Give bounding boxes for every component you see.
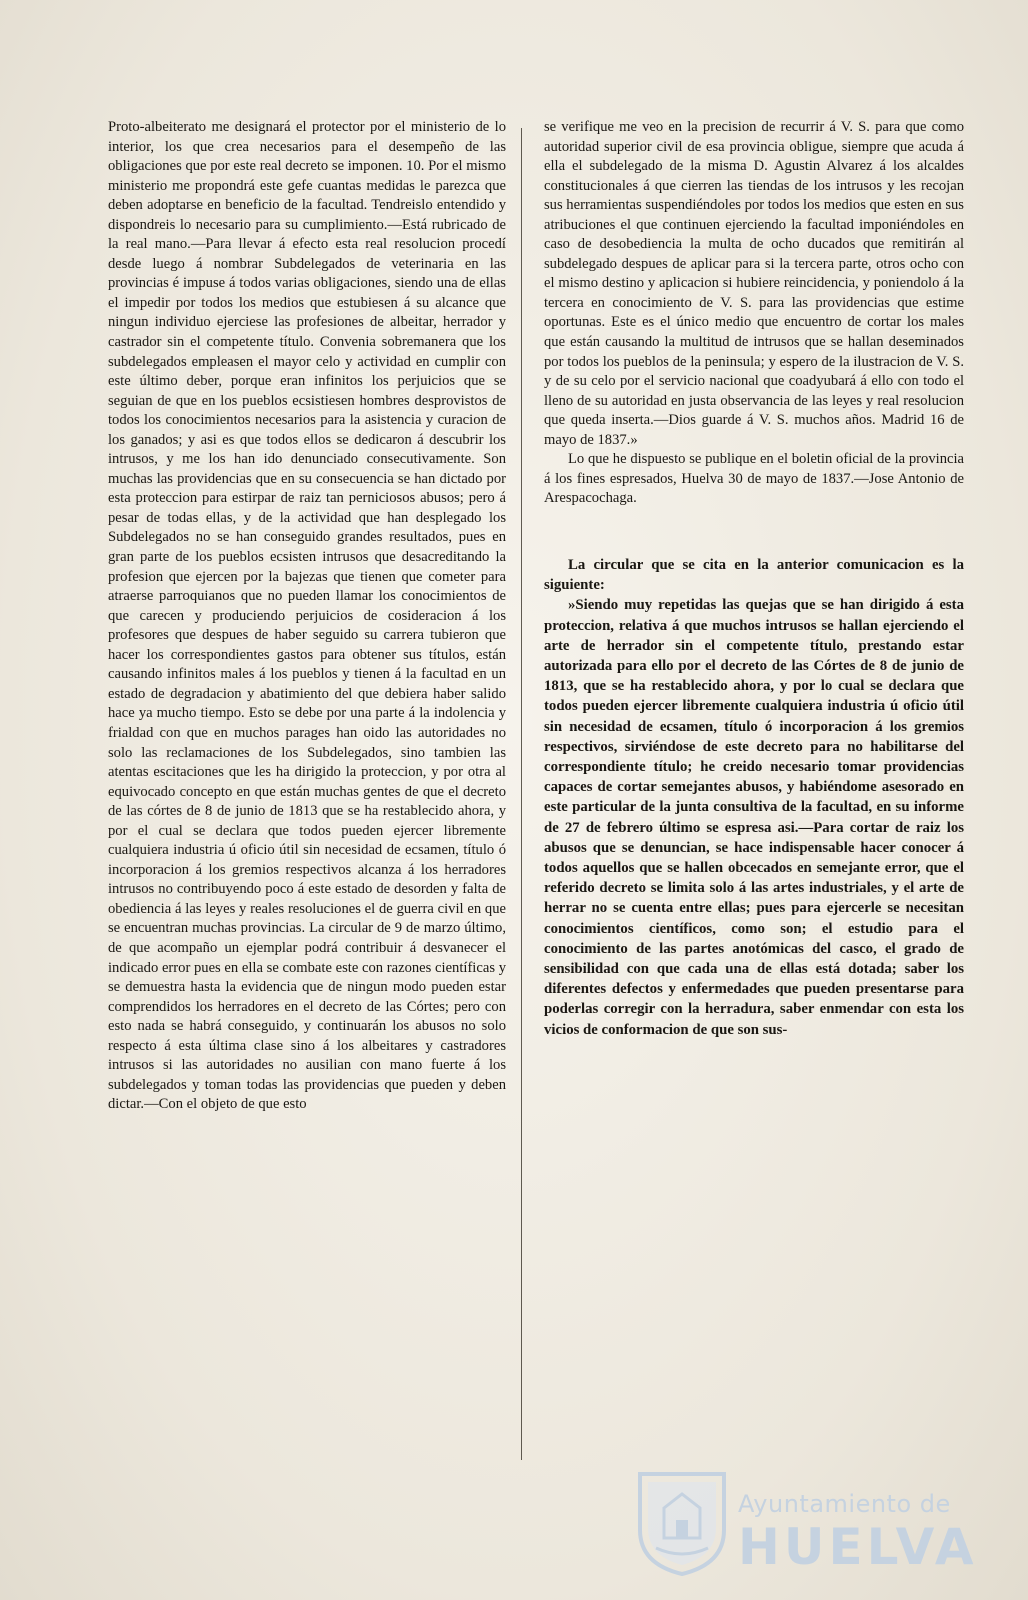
right-column xyxy=(544,118,964,1040)
circular-heading: La circular que se cita en la anterior comunicacion es la siguiente: xyxy=(544,556,964,594)
watermark xyxy=(610,1468,990,1578)
watermark-line-2: HUELVA xyxy=(738,1518,978,1576)
circular-text: »Siendo muy repetidas las quejas que se han dirigido á esta proteccion, relativa á que muchos intrusos se hallan ejerciendo el arte de herrador sin el competente título, prestando estar autorizada para ello por el decreto de las Córtes de 8 de junio de 1813, que se ha restablecido ahora, y por lo cual se declara que todos pueden ejercer libremente cualquiera industria ú oficio útil sin necesidad de ecsamen, título ó incorporacion á los gremios respectivos, sirviéndose de este decreto para no habilitarse del correspondiente título; he creido necesario tomar providencias capaces de cortar semejantes abusos, y habiéndome asesorado en este particular de la junta consultiva de la facultad, en su informe de 27 de febrero último se espresa asi.—Para cortar de raiz los abusos que se denuncian, se hace indispensable hacer conocer á todos aquellos que se hallen obcecados en semejante error, que el referido decreto se limita solo á las artes industriales, y el arte de herrar no se cuenta entre ellas; pues para ejercerle se necesitan conocimientos científicos, como son; el estudio para el conocimiento de las partes anotómicas del casco, el grado de sensibilidad con que cada una de ellas está dotada; saber los diferentes defectos y enfermedades que pueden presentarse para poderlas corregir con la herradura, saber enmendar con esta los vicios de conformacion de que son sus- xyxy=(544,597,964,1038)
watermark-line-1: Ayuntamiento de xyxy=(738,1490,951,1518)
shield-icon xyxy=(634,1468,730,1578)
left-column-text: Proto-albeiterato me designará el protector por el ministerio de lo interior, los que crea necesarios para el desempeño de las obligaciones que por este real decreto se imponen. 10. Por el mismo ministerio me propondrá este gefe cuantas medidas le parezca que deben adoptarse en beneficio de la facultad. Tendreislo entendido y dispondreis lo necesario para su cumplimiento.—Está rubricado de la real mano.—Para llevar á efecto esta real resolucion procedí desde luego á nombrar Subdelegados de veterinaria en las provincias é impuse á todos varias obligaciones, siendo una de ellas el impedir por todos los medios que estubiesen á su alcance que ningun individuo ejerciese las profesiones de albeitar, herrador y castrador sin el competente título. Convenia sobremanera que los subdelegados empleasen el mayor celo y actividad en cumplir con este último deber, porque eran infinitos los perjuicios que se seguian de que en los pueblos ecsistiesen hombres desprovistos de todos los conocimientos necesarios para la asistencia y curacion de los ganados; y asi es que todos ellos se dedicaron á descubrir los intrusos, y me los han ido denunciado consecutivamente. Son muchas las providencias que en su consecuencia se han dictado por esta proteccion para estirpar de raiz tan perniciosos abusos; pero á pesar de todas ellas, y de la actividad que han desplegado los Subdelegados no se han conseguido grandes resultados, pues en gran parte de los pueblos ecsisten intrusos que desacreditando la profesion que ejercen por la bajezas que tienen que cometer para atraerse parroquianos que no pueden llamar los conocimientos de que carecen y produciendo perjuicios de cosideracion á los profesores que despues de haber seguido su carrera tubieron que hacer los correspondientes gastos para obtener sus títulos, están causando infinitos males á los pueblos y tienen á la facultad en un estado de degradacion y abatimiento del que debiera haber salido hace ya mucho tiempo. Esto se debe por una parte á la indolencia y frialdad con que en muchos parages han oido las autoridades no solo las reclamaciones de los Subdelegados, sino tambien las atentas escitaciones que les ha dirigido la proteccion, y por otra al equivocado concepto en que están muchas gentes de que el decreto de las córtes de 8 de junio de 1813 que se ha restablecido ahora, y por el cual se declara que todos pueden ejercer libremente cualquiera industria ú oficio útil sin necesidad de ecsamen, título ó incorporacion á los gremios respectivos alcanza á los herradores intrusos no contribuyendo poco á este estado de desorden y falta de obediencia á las leyes y reales resoluciones el de guerra civil en que se encuentran muchas provincias. La circular de 9 de marzo último, de que acompaño un ejemplar podrá contribuir á desvanecer el indicado error pues en ella se combate este con razones científicas y se demuestra hasta la evidencia que de ningun modo pueden estar comprendidos los herradores en el decreto de las Córtes; pero con esto nada se habrá conseguido, y continuarán los abusos no solo respecto á esta última clase sino á los albeitares y castradores intrusos si las autoridades no ausilian con mano fuerte á los subdelegados y toman todas las providencias que pueden y deben dictar.—Con el objeto de que esto xyxy=(108,119,506,1113)
column-divider xyxy=(521,128,522,1460)
right-column-text-1: se verifique me veo en la precision de recurrir á V. S. para que como autoridad superior civil de esa provincia obligue, siempre que acuda á ella el subdelegado de la misma D. Agustin Alvarez á los alcaldes constitucionales á que cierren las tiendas de los intrusos y les recojan sus herramientas suspendiéndoles por todos los medios que esten en sus atribuciones el que continuen ejerciendo la facultad imponiéndoles en caso de desobediencia la multa de ocho ducados que remitirán al subdelegado despues de aplicar para si la tercera parte, otros ocho con el mismo destino y aplicacion si hubiere reincidencia, y poniendolo á la tercera en conocimiento de V. S. para las providencias que estime oportunas. Este es el único medio que encuentro de cortar los males que están causando la multitud de intrusos que se hallan deseminados por todos los pueblos de la peninsula; y espero de la ilustracion de V. S. y de su celo por el servicio nacional que coadyubará á ello con todo el lleno de su autoridad en justa observancia de las leyes y real resolucion que queda inserta.—Dios guarde á V. S. muchos años. Madrid 16 de mayo de 1837.» xyxy=(544,119,964,448)
right-column-text-2: Lo que he dispuesto se publique en el boletin oficial de la provincia á los fines espresados, Huelva 30 de mayo de 1837.—Jose Antonio de Arespacochaga. xyxy=(544,451,964,507)
left-column xyxy=(108,118,506,1115)
